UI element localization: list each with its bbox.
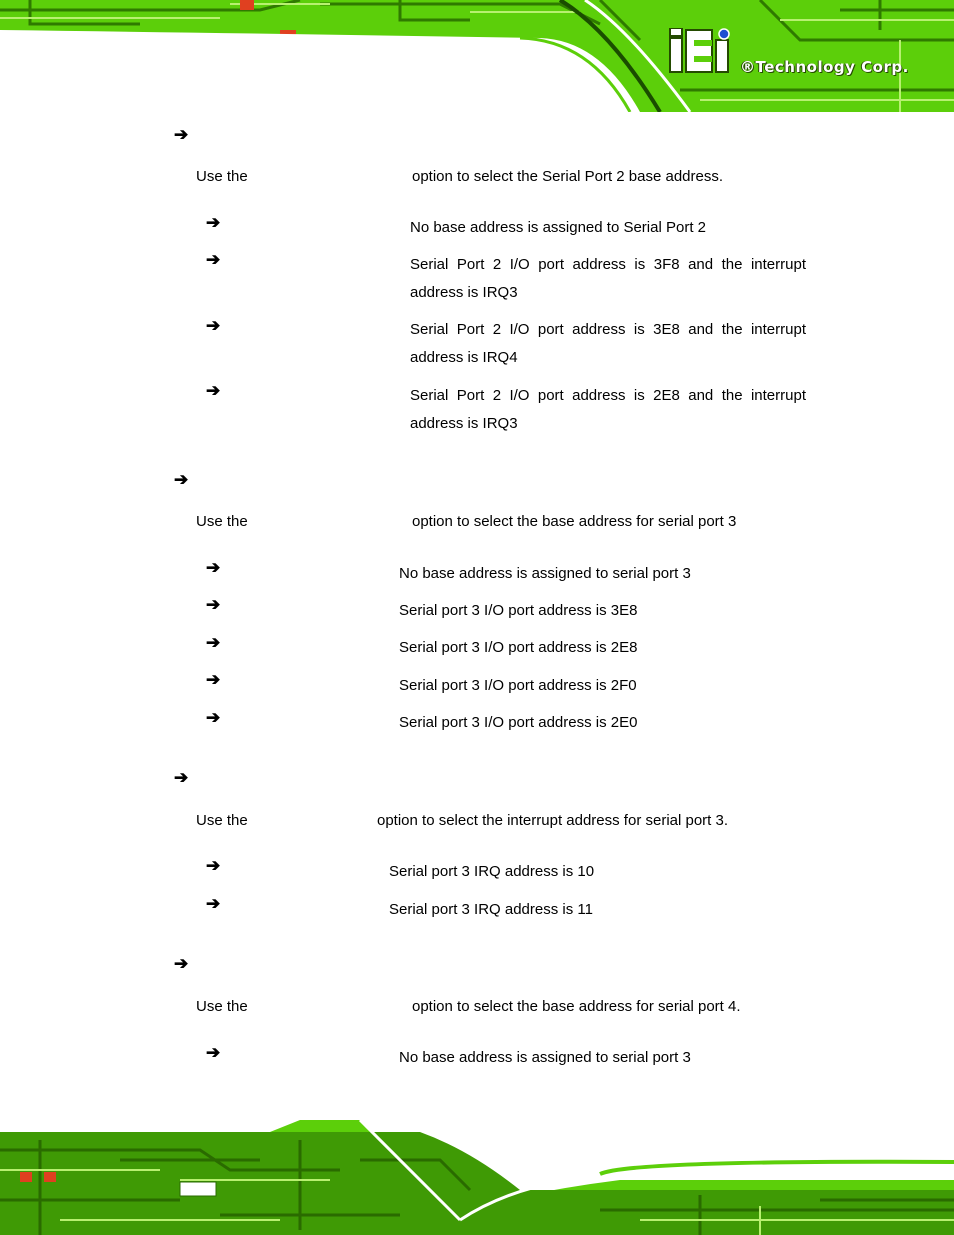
section-heading-arrow-icon: ➔: [174, 470, 189, 489]
option-description: Serial port 3 IRQ address is 10: [389, 863, 595, 880]
option-description: No base address is assigned to serial port 3: [399, 1049, 691, 1066]
option-description: Serial Port 2 I/O port address is 3E8 and the interrupt address is IRQ4: [410, 321, 806, 366]
header-banner: [0, 0, 954, 112]
option-arrow-icon: ➔: [206, 1043, 221, 1062]
intro-prefix: Use the: [196, 168, 248, 185]
option-arrow-icon: ➔: [206, 558, 221, 577]
option-description: Serial Port 2 I/O port address is 3F8 and the interrupt address is IRQ3: [410, 256, 806, 301]
intro-suffix: option to select the Serial Port 2 base address.: [412, 168, 724, 185]
option-arrow-icon: ➔: [206, 894, 221, 913]
option-description: Serial port 3 I/O port address is 3E8: [399, 602, 638, 619]
intro-prefix: Use the: [196, 513, 248, 530]
option-arrow-icon: ➔: [206, 633, 221, 652]
pcb-footer-graphic: [0, 1120, 954, 1235]
intro-prefix: Use the: [196, 812, 248, 829]
option-description: Serial port 3 IRQ address is 11: [389, 901, 593, 918]
intro-prefix: Use the: [196, 998, 248, 1015]
footer-banner: [0, 1120, 954, 1235]
section-heading-arrow-icon: ➔: [174, 768, 189, 787]
pcb-header-graphic: [0, 0, 954, 112]
intro-suffix: option to select the base address for serial port 4.: [412, 998, 741, 1015]
option-description: Serial port 3 I/O port address is 2E8: [399, 639, 638, 656]
iei-logo-icon: [668, 28, 734, 74]
option-arrow-icon: ➔: [206, 708, 221, 727]
option-description: Serial port 3 I/O port address is 2F0: [399, 677, 637, 694]
section-heading-arrow-icon: ➔: [174, 954, 189, 973]
option-description: No base address is assigned to serial port 3: [399, 565, 691, 582]
intro-suffix: option to select the base address for serial port 3: [412, 513, 737, 530]
brand-text: ®Technology Corp.: [740, 58, 909, 76]
section-heading-arrow-icon: ➔: [174, 125, 189, 144]
option-arrow-icon: ➔: [206, 250, 221, 269]
intro-suffix: option to select the interrupt address for serial port 3.: [377, 812, 729, 829]
option-arrow-icon: ➔: [206, 381, 221, 400]
option-arrow-icon: ➔: [206, 595, 221, 614]
option-arrow-icon: ➔: [206, 670, 221, 689]
option-description: Serial Port 2 I/O port address is 2E8 and the interrupt address is IRQ3: [410, 387, 806, 432]
option-description: No base address is assigned to Serial Port 2: [410, 219, 706, 236]
option-arrow-icon: ➔: [206, 856, 221, 875]
option-description: Serial port 3 I/O port address is 2E0: [399, 714, 638, 731]
option-arrow-icon: ➔: [206, 316, 221, 335]
option-arrow-icon: ➔: [206, 213, 221, 232]
